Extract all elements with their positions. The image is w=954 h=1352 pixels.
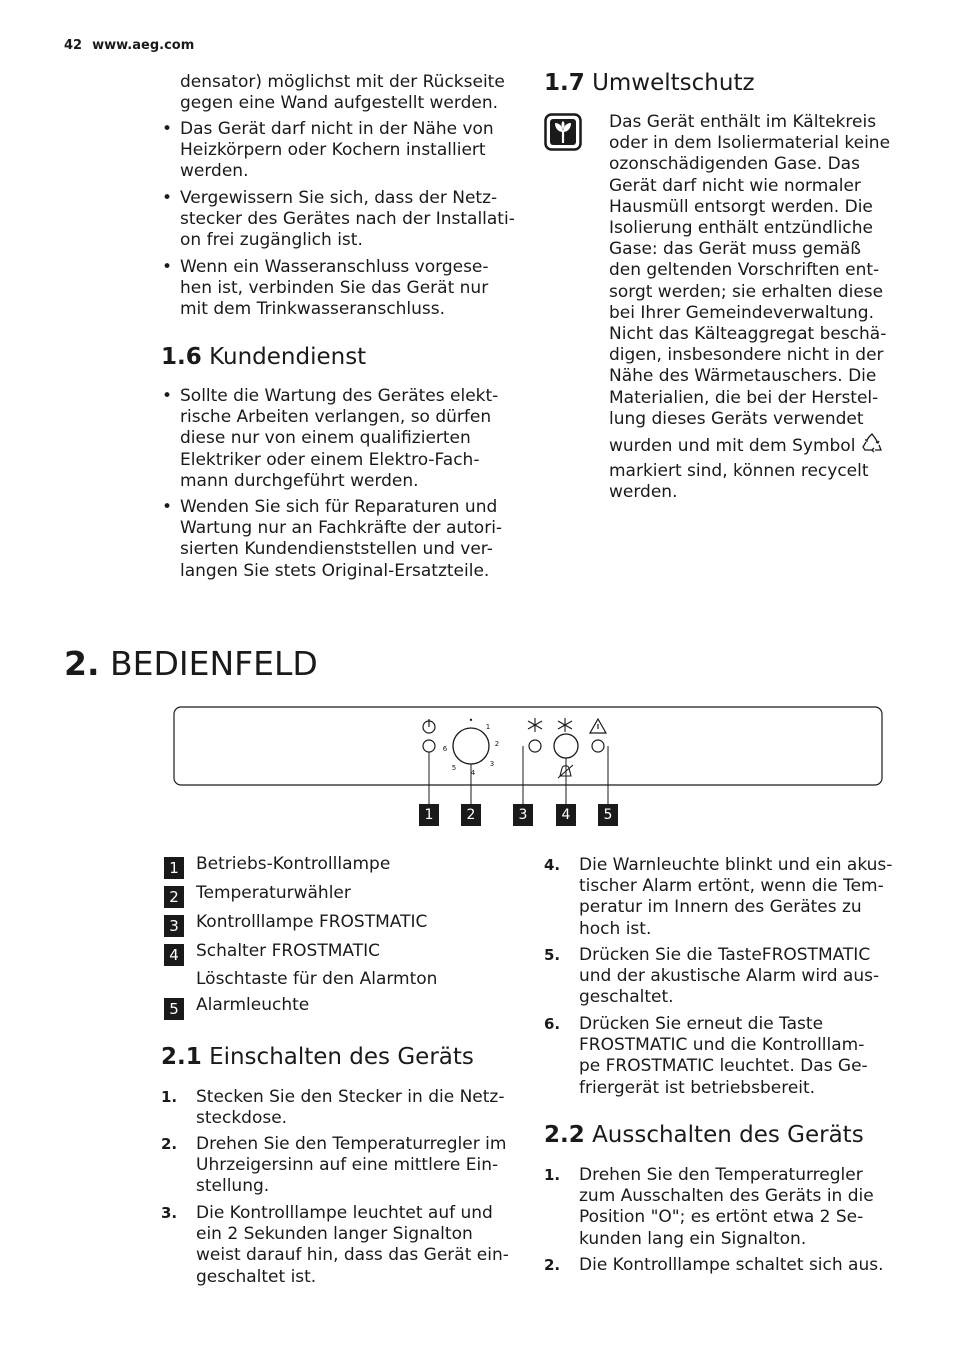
list-item: • Sollte die Wartung des Gerätes elekt- rische Arbeiten verlangen, so dürfen diese nur von einem qualifizierten Elektriker oder einem Elektro-Fach- mann durchgeführt werden. (180, 386, 525, 492)
dial-mark: 2 (494, 740, 500, 748)
callout-3: 3 (513, 804, 533, 826)
legend-label: Kontrolllampe FROSTMATIC (196, 912, 428, 932)
dial-mark: 1 (485, 723, 491, 731)
section-heading-1-6: 1.6 Kundendienst (161, 344, 367, 370)
section-heading-2-1: 2.1 Einschalten des Geräts (161, 1044, 474, 1070)
recycle-icon (861, 433, 883, 461)
list-item: • Wenden Sie sich für Reparaturen und Wartung nur an Fachkräfte der autori- sierten Kundendienststellen und ver- langen Sie stets Original-Ersatzteile. (180, 497, 525, 582)
continuation-text: densator) möglichst mit der Rückseite gegen eine Wand aufgestellt werden. (180, 72, 505, 114)
legend-label: Temperaturwähler (196, 883, 351, 903)
callout-5: 5 (598, 804, 618, 826)
dial-mark: 3 (489, 760, 495, 768)
list-item: • Wenn ein Wasseranschluss vorgese- hen ist, verbinden Sie das Gerät nur mit dem Trinkwasseranschluss. (180, 257, 525, 321)
header-url[interactable]: www.aeg.com (92, 38, 195, 53)
legend-label: Löschtaste für den Alarmton (196, 969, 438, 989)
environment-text: Das Gerät enthält im Kältekreis oder in dem Isoliermaterial keine ozonschädigenden Gase. Das Gerät darf nicht wie normaler Hausmüll entsorgt werden. Die Isolierung enthält entzündliche Gase: das Gerät muss gemäß den geltenden Vorschriften ent- sorgt werden; sie erhalten diese bei Ihrer Gemeindeverwaltung. Nicht das Kälteaggregat beschä- digen, insbesondere nicht in der Nähe des Wärmetauschers. Die Materialien, die bei der Herstel- lung dieses Geräts verwendet wurden und mit dem Symbol markiert sind, können recycelt werden. (609, 112, 891, 503)
legend-number: 2 (164, 886, 184, 908)
callout-1: 1 (419, 804, 439, 826)
callout-2: 2 (461, 804, 481, 826)
legend-label: Betriebs-Kontrolllampe (196, 854, 391, 874)
list-item: • Das Gerät darf nicht in der Nähe von Heizkörpern oder Kochern installiert werden. (180, 119, 525, 183)
section-heading-1-7: 1.7 Umweltschutz (544, 70, 755, 96)
chapter-title: 2. BEDIENFELD (64, 644, 318, 683)
list-item: • Vergewissern Sie sich, dass der Netz- stecker des Gerätes nach der Installati- on frei zugänglich ist. (180, 188, 525, 252)
dial-mark: 4 (470, 769, 476, 777)
dial-mark: • (468, 716, 474, 725)
legend-number: 5 (164, 998, 184, 1020)
legend-number: 1 (164, 857, 184, 879)
legend-label: Alarmleuchte (196, 995, 310, 1015)
page-header (64, 38, 194, 53)
dial-mark: 5 (451, 764, 457, 772)
legend-label: Schalter FROSTMATIC (196, 941, 380, 961)
legend-number: 4 (164, 944, 184, 966)
environment-icon (544, 113, 582, 155)
legend-number: 3 (164, 915, 184, 937)
section-heading-2-2: 2.2 Ausschalten des Geräts (544, 1122, 864, 1148)
callout-4: 4 (556, 804, 576, 826)
page-number: 42 (64, 38, 83, 53)
dial-mark: 6 (442, 745, 448, 753)
